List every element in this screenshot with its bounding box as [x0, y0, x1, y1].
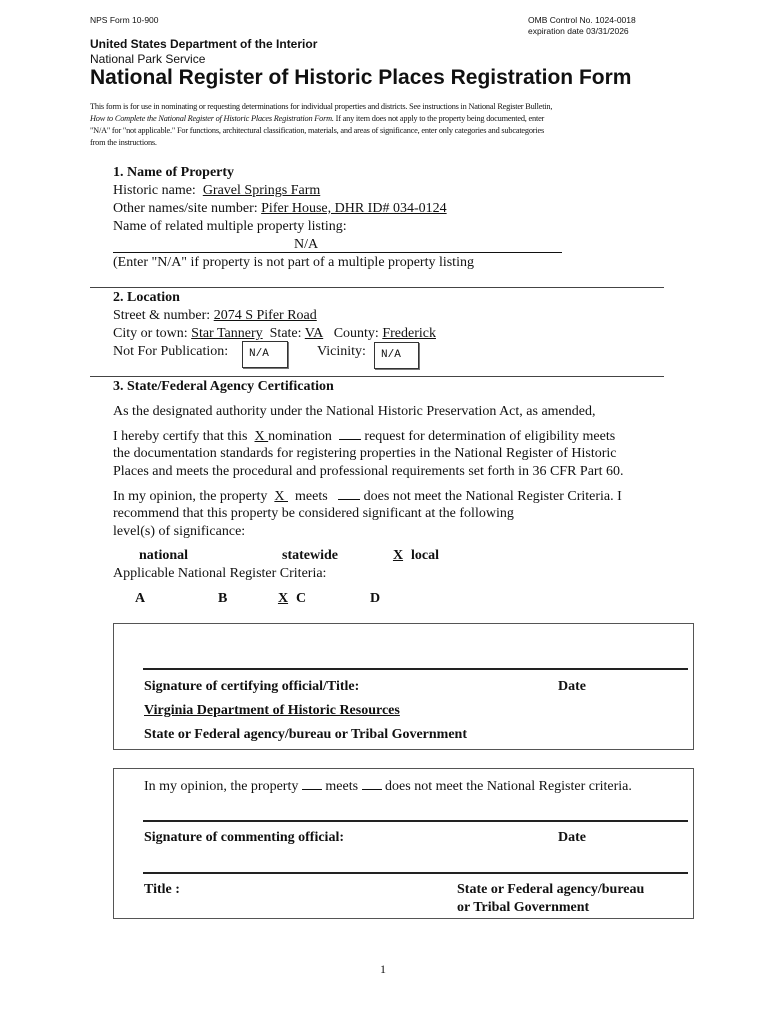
level-national-label: national — [139, 548, 189, 563]
vicinity-field[interactable]: N/A — [374, 342, 419, 369]
other-names-label: Other names/site number: — [113, 201, 258, 216]
street-value[interactable]: 2074 S Pifer Road — [213, 308, 317, 323]
other-names-row — [113, 200, 447, 218]
commenting-agency-line-1: State or Federal agency/bureau — [457, 882, 645, 897]
commenting-title-label: Title : — [144, 882, 180, 897]
city-label: City or town: — [113, 326, 188, 341]
county-label: County: — [333, 326, 379, 341]
page-title: National Register of Historic Places Registration Form — [90, 66, 632, 89]
criterion-c[interactable] — [270, 590, 306, 608]
historic-name-label: Historic name: — [113, 183, 196, 198]
level-statewide-label: statewide — [282, 548, 338, 563]
certifying-agency-name: Virginia Department of Historic Resources — [144, 703, 400, 718]
related-listing-label: Name of related multiple property listing: — [113, 219, 347, 234]
service-name: National Park Service — [90, 52, 206, 66]
certify-text-a: I hereby certify that this — [113, 429, 248, 444]
form-number: NPS Form 10-900 — [90, 15, 159, 25]
certifying-date-label: Date — [558, 679, 586, 694]
section-divider-1 — [90, 287, 664, 288]
page-number: 1 — [380, 962, 386, 976]
street-label: Street & number: — [113, 308, 211, 323]
level-national[interactable] — [117, 547, 188, 565]
certifying-official-box — [113, 623, 694, 750]
related-listing-field[interactable] — [113, 236, 562, 253]
expiration-date: expiration date 03/31/2026 — [528, 26, 629, 36]
commenting-opinion-a: In my opinion, the property — [144, 779, 299, 794]
criterion-b-label: B — [218, 591, 228, 606]
level-local-label: local — [411, 548, 439, 563]
section-3-heading: 3. State/Federal Agency Certification — [113, 379, 334, 394]
street-row — [113, 307, 317, 325]
related-listing-value: N/A — [294, 237, 319, 252]
opinion-line-3: level(s) of significance: — [113, 524, 246, 539]
commenting-agency-line-2: or Tribal Government — [457, 900, 590, 915]
certifying-signature-label: Signature of certifying official/Title: — [144, 679, 360, 694]
criterion-d-label: D — [370, 591, 381, 606]
certify-line-1 — [113, 427, 615, 446]
authority-statement: As the designated authority under the National Historic Preservation Act, as amended, — [113, 404, 596, 419]
commenting-does-not-meet-checkbox[interactable] — [362, 777, 382, 790]
nomination-checkbox[interactable]: X — [254, 429, 269, 444]
criterion-c-label: C — [296, 591, 307, 606]
opinion-line-2: recommend that this property be considered significant at the following — [113, 506, 514, 521]
does-not-meet-checkbox[interactable] — [338, 487, 360, 500]
opinion-line-1 — [113, 487, 622, 506]
historic-name-value[interactable]: Gravel Springs Farm — [202, 183, 321, 198]
intro-line-1: This form is for use in nominating or requesting determinations for individual properties and districts. See instructions in National Register Bulletin, — [90, 102, 553, 111]
commenting-title-line[interactable] — [143, 872, 688, 874]
opinion-text-a: In my opinion, the property — [113, 489, 268, 504]
vicinity-label: Vicinity: — [317, 344, 366, 359]
certify-text-c: request for determination of eligibility meets — [364, 429, 616, 444]
commenting-opinion-b: meets — [325, 779, 359, 794]
commenting-meets-checkbox[interactable] — [302, 777, 322, 790]
section-2-heading: 2. Location — [113, 290, 180, 305]
commenting-signature-label: Signature of commenting official: — [144, 830, 344, 845]
criterion-c-mark[interactable]: X — [277, 591, 289, 606]
state-value[interactable]: VA — [304, 326, 324, 341]
commenting-official-box — [113, 768, 694, 919]
meets-checkbox[interactable]: X — [274, 489, 288, 504]
not-for-publication-field[interactable]: N/A — [242, 341, 288, 368]
related-listing-note: (Enter "N/A" if property is not part of a multiple property listing — [113, 255, 474, 270]
intro-line-3: "N/A" for "not applicable." For functions, architectural classification, materials, and areas of significance, enter only categories and subcategories — [90, 126, 544, 135]
commenting-opinion — [144, 777, 632, 796]
criterion-b[interactable] — [196, 590, 227, 608]
commenting-signature-line[interactable] — [143, 820, 688, 822]
level-statewide[interactable] — [260, 547, 338, 565]
department-name: United States Department of the Interior — [90, 37, 318, 51]
certify-line-2: the documentation standards for registering properties in the National Register of Historic — [113, 446, 617, 461]
certify-text-b: nomination — [268, 429, 332, 444]
omb-control-number: OMB Control No. 1024-0018 — [528, 15, 636, 25]
section-divider-2 — [90, 376, 664, 377]
level-local[interactable] — [385, 547, 439, 565]
request-checkbox[interactable] — [339, 427, 361, 440]
other-names-value[interactable]: Pifer House, DHR ID# 034-0124 — [261, 201, 447, 216]
city-value[interactable]: Star Tannery — [191, 326, 263, 341]
intro-bulletin-title: How to Complete the National Register of Historic Places Registration Form. — [90, 114, 334, 123]
commenting-opinion-c: does not meet the National Register criteria. — [385, 779, 632, 794]
state-label: State: — [269, 326, 302, 341]
intro-line-2-rest: If any item does not apply to the property being documented, enter — [333, 114, 545, 123]
criteria-label: Applicable National Register Criteria: — [113, 566, 327, 581]
certifying-agency-label: State or Federal agency/bureau or Tribal Government — [144, 727, 468, 742]
certify-line-3: Places and meets the procedural and professional requirements set forth in 36 CFR Part 60. — [113, 464, 624, 479]
intro-line-2 — [90, 114, 544, 123]
county-value[interactable]: Frederick — [382, 326, 436, 341]
level-local-mark[interactable]: X — [392, 548, 404, 563]
certifying-signature-line[interactable] — [143, 668, 688, 670]
criterion-a-label: A — [135, 591, 146, 606]
criterion-d[interactable] — [348, 590, 380, 608]
opinion-text-b: meets — [295, 489, 328, 504]
intro-line-4: from the instructions. — [90, 138, 157, 147]
section-1-heading: 1. Name of Property — [113, 165, 235, 180]
commenting-date-label: Date — [558, 830, 586, 845]
historic-name-row — [113, 182, 320, 200]
criterion-a[interactable] — [113, 590, 145, 608]
not-for-publication-label: Not For Publication: — [113, 344, 229, 359]
opinion-text-c: does not meet the National Register Criteria. I — [363, 489, 622, 504]
